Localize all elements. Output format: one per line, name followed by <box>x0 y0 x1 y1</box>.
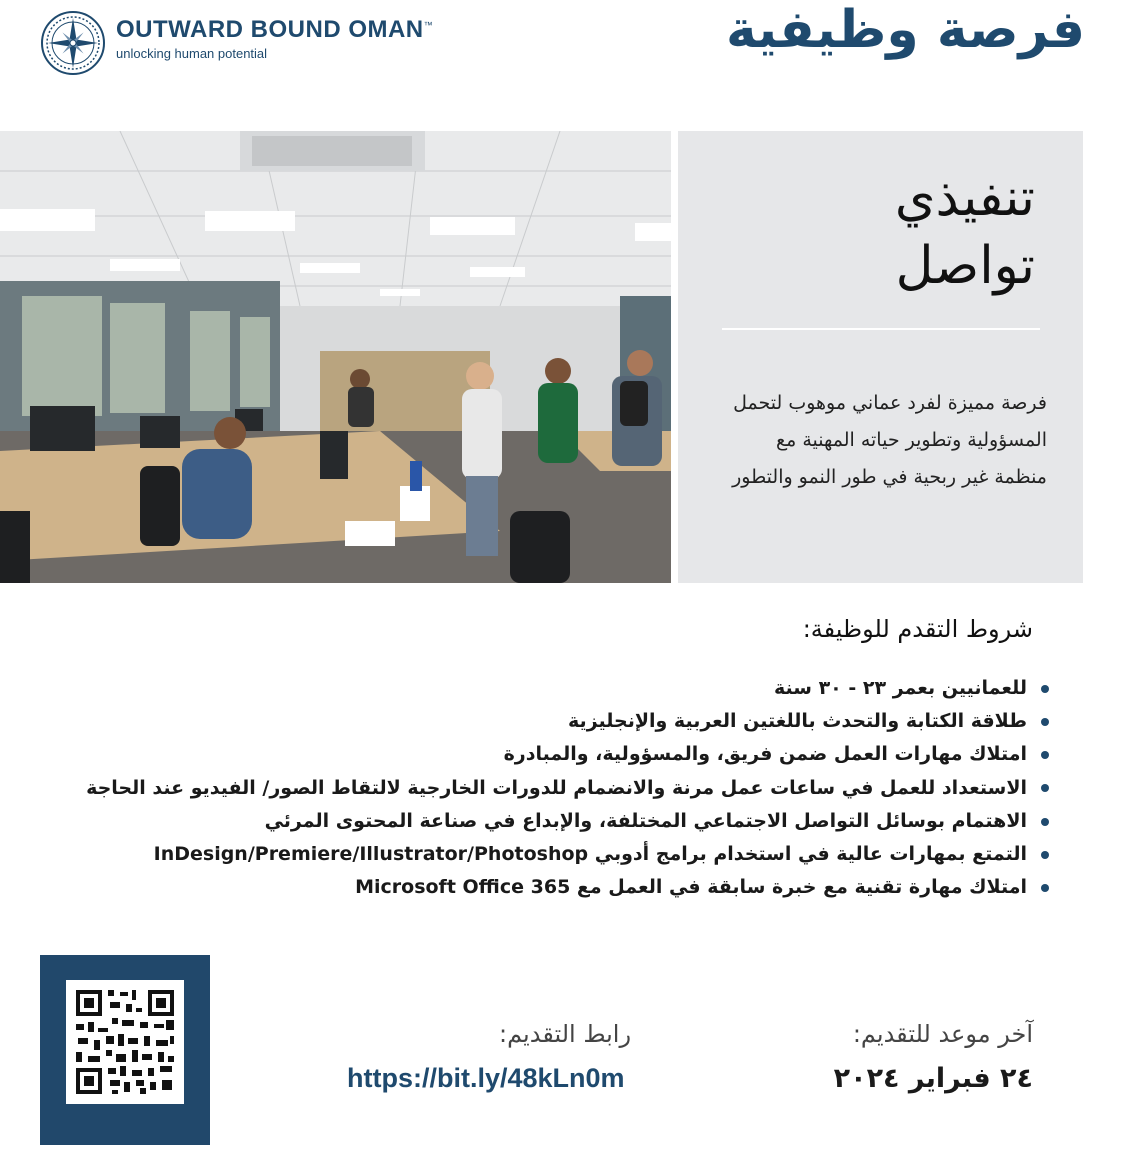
requirement-item: امتلاك مهارة تقنية مع خبرة سابقة في العمل مع Microsoft Office 365 <box>69 871 1049 904</box>
page-headline: فرصة وظيفية <box>726 0 1085 60</box>
requirement-item: الاهتمام بوسائل التواصل الاجتماعي المختلفة، والإبداع في صناعة المحتوى المرئي <box>69 805 1049 838</box>
office-photo <box>0 131 671 583</box>
requirement-item: التمتع بمهارات عالية في استخدام برامج أدوبي InDesign/Premiere/Illustrator/Photoshop <box>69 838 1049 871</box>
role-title-line2: تواصل <box>895 236 1035 296</box>
apply-link[interactable]: https://bit.ly/48kLn0m <box>347 1063 625 1093</box>
dot-bullet-icon <box>1041 851 1049 859</box>
brand-tagline: unlocking human potential <box>116 46 268 61</box>
dot-bullet-icon <box>1041 751 1049 759</box>
role-title-line1: تنفيذي <box>894 168 1035 228</box>
brand-name: OUTWARD BOUND OMAN™ <box>116 16 434 43</box>
apply-link-label: رابط التقديم: <box>499 1020 632 1048</box>
requirement-item: للعمانيين بعمر ٢٣ - ٣٠ سنة <box>69 672 1049 705</box>
requirement-item: امتلاك مهارات العمل ضمن فريق، والمسؤولية، والمبادرة <box>69 738 1049 771</box>
compass-rose-icon <box>40 10 106 76</box>
deadline-date: ٢٤ فبراير ٢٠٢٤ <box>833 1063 1033 1094</box>
role-description: فرصة مميزة لفرد عماني موهوب لتحمل المسؤولية وتطوير حياته المهنية مع منظمة غير ربحية في طور النمو والتطور <box>732 392 1047 488</box>
requirements-list <box>69 672 1049 904</box>
qr-code-icon[interactable] <box>66 980 184 1104</box>
requirement-item: الاستعداد للعمل في ساعات عمل مرنة والانضمام للدورات الخارجية لالتقاط الصور/ الفيديو عند الحاجة <box>69 771 1049 805</box>
dot-bullet-icon <box>1041 784 1049 792</box>
panel-divider <box>722 328 1040 330</box>
dot-bullet-icon <box>1041 884 1049 892</box>
requirement-item: طلاقة الكتابة والتحدث باللغتين العربية والإنجليزية <box>69 705 1049 738</box>
dot-bullet-icon <box>1041 818 1049 826</box>
dot-bullet-icon <box>1041 685 1049 693</box>
requirements-title: شروط التقدم للوظيفة: <box>802 615 1033 643</box>
deadline-label: آخر موعد للتقديم: <box>852 1020 1033 1048</box>
dot-bullet-icon <box>1041 718 1049 726</box>
